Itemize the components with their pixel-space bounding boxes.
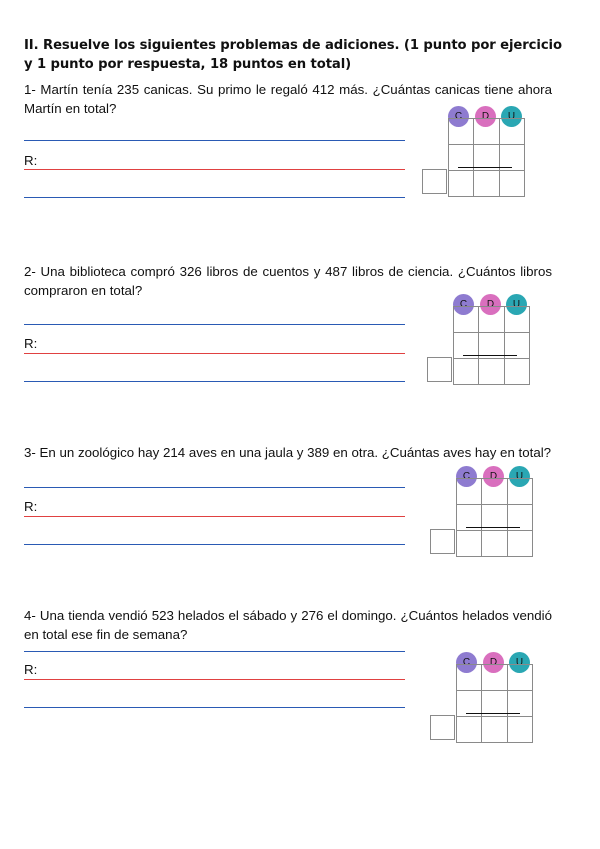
grid-cell[interactable] (457, 479, 482, 505)
problem-2-answer-line[interactable] (24, 353, 405, 354)
grid-cell[interactable] (507, 665, 532, 691)
hundreds-circle: C (456, 652, 477, 673)
grid-cell[interactable] (449, 171, 474, 197)
grid-cell[interactable] (507, 717, 532, 743)
tens-circle: D (475, 106, 496, 127)
grid-cell[interactable] (499, 119, 524, 145)
addition-grid (456, 664, 533, 743)
grid-cell[interactable] (479, 307, 504, 333)
carry-cell[interactable] (422, 169, 447, 194)
grid-cell[interactable] (482, 717, 507, 743)
problem-3-text: 3- En un zoológico hay 214 aves en una jaula y 389 en otra. ¿Cuántas aves hay en total? (24, 445, 552, 460)
tens-circle: D (480, 294, 501, 315)
grid-cell[interactable] (504, 359, 529, 385)
grid-cell[interactable] (454, 359, 479, 385)
problem-1-text: 1- Martín tenía 235 canicas. Su primo le regaló 412 más. ¿Cuántas canicas tiene ahora Martín en total? (24, 82, 552, 116)
grid-cell[interactable] (482, 531, 507, 557)
grid-cell[interactable] (457, 665, 482, 691)
carry-cell[interactable] (430, 715, 455, 740)
problem-1-place-value-grid (422, 106, 542, 202)
problem-3-extra-line[interactable] (24, 544, 405, 545)
grid-cell[interactable] (507, 531, 532, 557)
addition-grid (453, 306, 530, 385)
carry-cell[interactable] (430, 529, 455, 554)
problem-2-place-value-grid (427, 294, 547, 390)
hundreds-circle: C (453, 294, 474, 315)
problem-4-answer-line[interactable] (24, 679, 405, 680)
carry-cell[interactable] (427, 357, 452, 382)
hundreds-circle: C (456, 466, 477, 487)
grid-cell[interactable] (507, 479, 532, 505)
grid-cell[interactable] (474, 119, 499, 145)
problem-3-answer-line[interactable] (24, 516, 405, 517)
problem-1-work-line[interactable] (24, 140, 405, 141)
sum-line (466, 713, 520, 714)
grid-cell[interactable] (499, 171, 524, 197)
grid-cell[interactable] (457, 531, 482, 557)
sum-line (458, 167, 512, 168)
units-circle: U (506, 294, 527, 315)
grid-cell[interactable] (454, 307, 479, 333)
worksheet-heading: II. Resuelve los siguientes problemas de adiciones. (1 punto por ejercicio y 1 punto por respuesta, 18 puntos en total) (24, 38, 562, 72)
units-circle: U (501, 106, 522, 127)
problem-2-answer-label: R: (24, 336, 38, 351)
problem-3-place-value-grid (430, 466, 550, 562)
grid-cell[interactable] (479, 359, 504, 385)
sum-line (466, 527, 520, 528)
grid-cell[interactable] (482, 665, 507, 691)
tens-circle: D (483, 466, 504, 487)
problem-2-work-line[interactable] (24, 324, 405, 325)
addition-grid (448, 118, 525, 197)
problem-4-place-value-grid (430, 652, 550, 748)
grid-cell[interactable] (482, 479, 507, 505)
hundreds-circle: C (448, 106, 469, 127)
grid-cell[interactable] (474, 171, 499, 197)
sum-line (463, 355, 517, 356)
units-circle: U (509, 652, 530, 673)
problem-4-text: 4- Una tienda vendió 523 helados el sábado y 276 el domingo. ¿Cuántos helados vendió en total ese fin de semana? (24, 608, 552, 642)
grid-cell[interactable] (449, 119, 474, 145)
problem-2-extra-line[interactable] (24, 381, 405, 382)
grid-cell[interactable] (457, 717, 482, 743)
problem-1-extra-line[interactable] (24, 197, 405, 198)
problem-2-text: 2- Una biblioteca compró 326 libros de cuentos y 487 libros de ciencia. ¿Cuántos libros compraron en total? (24, 264, 552, 298)
problem-3-work-line[interactable] (24, 487, 405, 488)
tens-circle: D (483, 652, 504, 673)
problem-4-extra-line[interactable] (24, 707, 405, 708)
grid-cell[interactable] (504, 307, 529, 333)
units-circle: U (509, 466, 530, 487)
problem-3-answer-label: R: (24, 499, 38, 514)
problem-4-work-line[interactable] (24, 651, 405, 652)
problem-1-answer-label: R: (24, 153, 38, 168)
addition-grid (456, 478, 533, 557)
problem-4-answer-label: R: (24, 662, 38, 677)
problem-1-answer-line[interactable] (24, 169, 405, 170)
